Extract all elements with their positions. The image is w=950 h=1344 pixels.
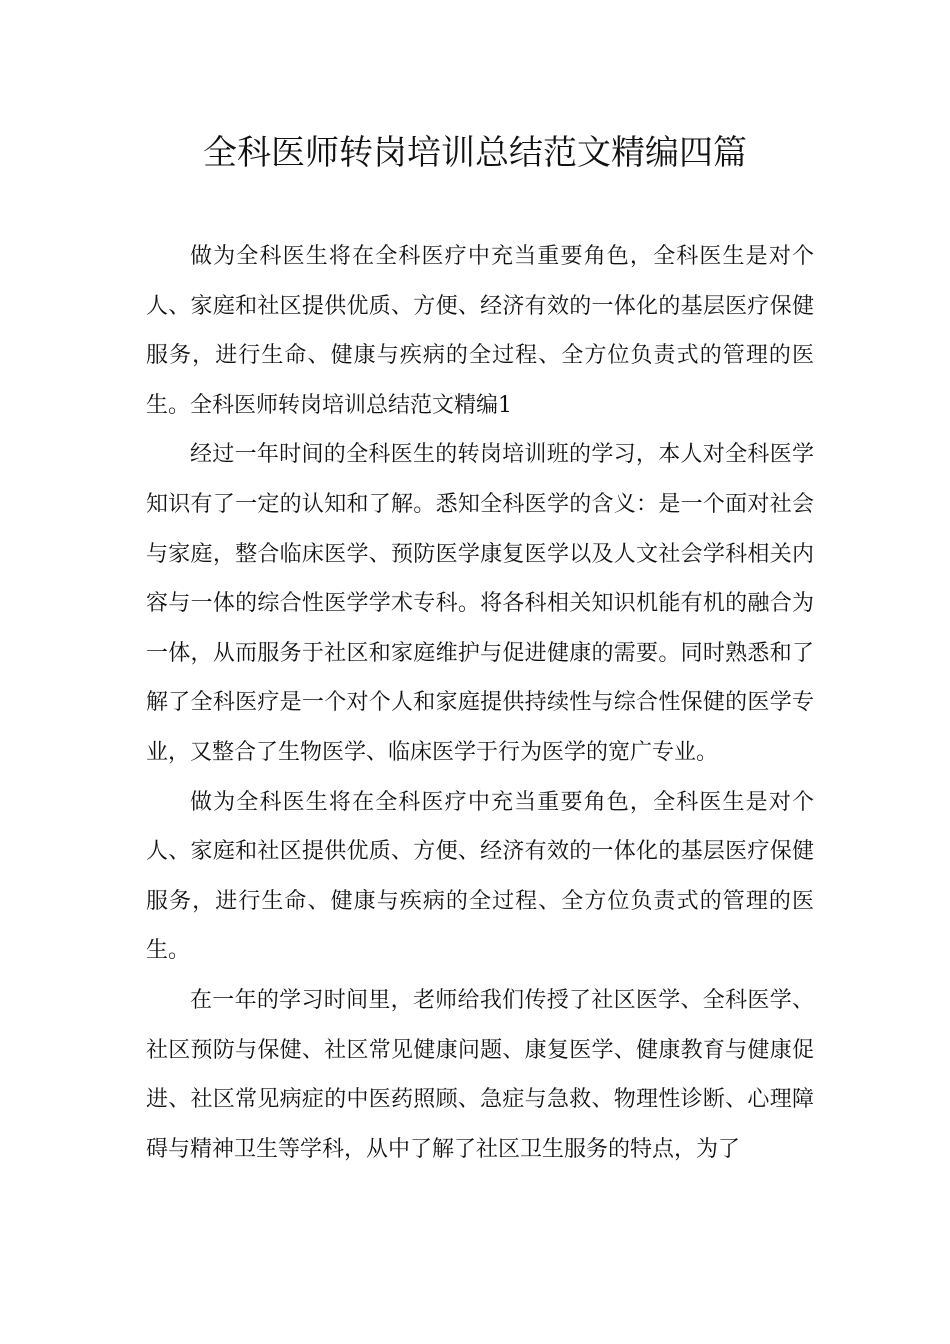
document-body (146, 232, 814, 1174)
paragraph-3: 做为全科医生将在全科医疗中充当重要角色，全科医生是对个人、家庭和社区提供优质、方便、经济有效的一体化的基层医疗保健服务，进行生命、健康与疾病的全过程、全方位负责式的管理的医生。 (146, 789, 814, 964)
paragraph-2: 经过一年时间的全科医生的转岗培训班的学习，本人对全科医学知识有了一定的认知和了解。悉知全科医学的含义：是一个面对社会与家庭，整合临床医学、预防医学康复医学以及人文社会学科相关内容与一体的综合性医学学术专科。将各科相关知识机能有机的融合为一体，从而服务于社区和家庭维护与促进健康的需要。同时熟悉和了解了全科医疗是一个对个人和家庭提供持续性与综合性保健的医学专业，又整合了生物医学、临床医学于行为医学的宽广专业。 (146, 442, 814, 765)
paragraph-4: 在一年的学习时间里，老师给我们传授了社区医学、全科医学、社区预防与保健、社区常见健康问题、康复医学、健康教育与健康促进、社区常见病症的中医药照顾、急症与急救、物理性诊断、心理障碍与精神卫生等学科，从中了解了社区卫生服务的特点，为了 (146, 987, 814, 1162)
paragraph-1: 做为全科医生将在全科医疗中充当重要角色，全科医生是对个人、家庭和社区提供优质、方便、经济有效的一体化的基层医疗保健服务，进行生命、健康与疾病的全过程、全方位负责式的管理的医生。全科医师转岗培训总结范文精编1 (146, 244, 814, 418)
document-title: 全科医师转岗培训总结范文精编四篇 (203, 133, 747, 173)
